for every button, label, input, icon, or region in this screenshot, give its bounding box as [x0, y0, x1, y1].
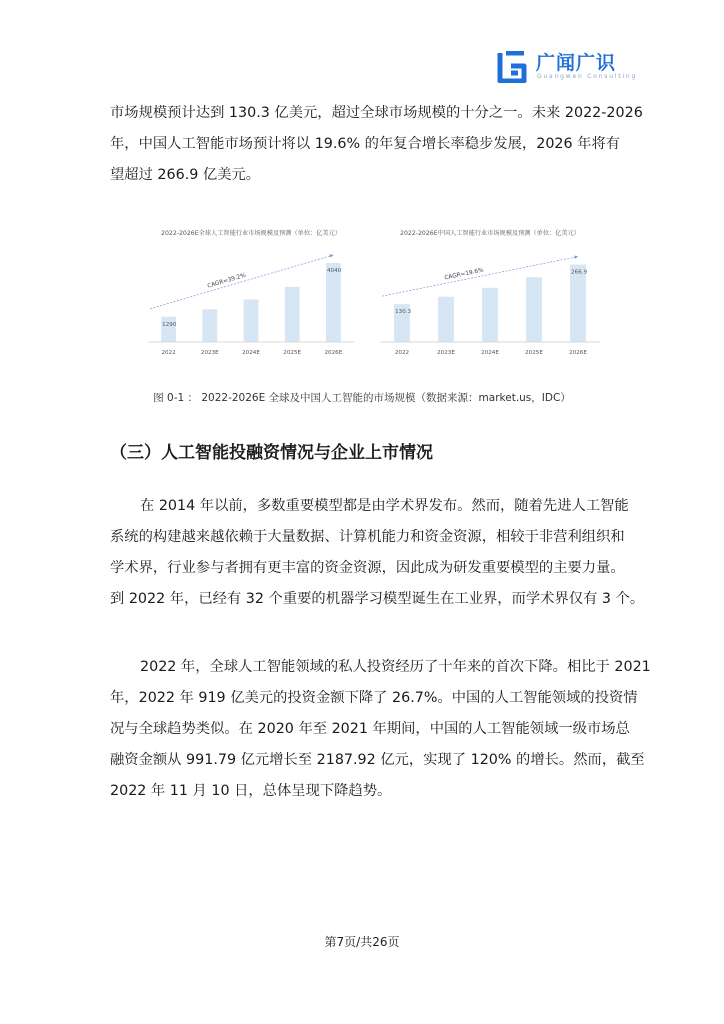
paragraph-line: 况与全球趋势类似。在 2020 年至 2021 年期间，中国的人工智能领域一级市场总: [110, 721, 630, 737]
chart-data-label: 130.3: [395, 309, 412, 316]
chart-x-tick-label: 2025E: [283, 350, 302, 356]
chart-bar: [526, 277, 542, 342]
chart-x-tick-label: 2026E: [324, 350, 343, 356]
chart-data-label: 4040: [326, 267, 342, 274]
chart-bar: [202, 309, 217, 342]
chart-x-tick-label: 2023E: [200, 350, 219, 356]
chart-x-tick-label: 2022: [394, 350, 410, 356]
logo-text-cn: 广闻广识: [536, 52, 617, 74]
chart-bar: [244, 299, 259, 342]
logo-text-en: Guangwen Consulting: [537, 73, 638, 80]
chart-cagr-arrowhead: [574, 256, 578, 259]
chart-x-tick-label: 2024E: [481, 350, 499, 356]
chart-bar: [161, 317, 176, 342]
chart-bar: [438, 297, 454, 342]
intro-line: 年，中国人工智能市场预计将以 19.6% 的年复合增长率稳步发展，2026 年将有: [110, 136, 621, 152]
chart-data-label: 1290: [162, 321, 177, 328]
paragraph-line: 到 2022 年，已经有 32 个重要的机器学习模型诞生在工业界，而学术界仅有 3 个。: [110, 591, 645, 607]
chart-cagr-arrow: [382, 257, 578, 297]
logo-icon: [496, 51, 528, 83]
chart-x-tick-label: 2023E: [437, 350, 455, 356]
chart-bar: [570, 265, 586, 342]
paragraph-line: 年，2022 年 919 亿美元的投资金额下降了 26.7%。中国的人工智能领域的投资情: [110, 690, 638, 706]
chart-x-tick-label: 2022: [161, 350, 176, 356]
paragraph-line: 学术界，行业参与者拥有更丰富的资金资源，因此成为研发重要模型的主要力量。: [110, 560, 625, 576]
company-logo: [496, 47, 638, 87]
paragraph-line: 系统的构建越来越依赖于大量数据、计算机能力和资金资源，相较于非营利组织和: [110, 529, 625, 545]
chart-bar: [285, 287, 300, 342]
intro-paragraph: [110, 98, 643, 191]
section-heading: （三）人工智能投融资情况与企业上市情况: [110, 443, 433, 463]
chart-x-tick-label: 2025E: [525, 350, 543, 356]
paragraph-line: 融资金额从 991.79 亿元增长至 2187.92 亿元，实现了 120% 的增长。然而，截至: [110, 752, 645, 768]
chart-title: 2022-2026E中国人工智能行业市场规模及预测（单位：亿美元）: [400, 230, 580, 237]
chart-bar: [482, 288, 498, 342]
paragraph-investment-history: [110, 491, 645, 615]
chart-title: 2022-2026E全球人工智能行业市场规模及预测（单位：亿美元）: [161, 230, 341, 237]
chart-cagr-arrow: [150, 255, 333, 309]
intro-line: 市场规模预计达到 130.3 亿美元，超过全球市场规模的十分之一。未来 2022-2026: [110, 105, 643, 121]
chart-cagr-label: CAGR=39.2%: [206, 272, 247, 290]
intro-line: 望超过 266.9 亿美元。: [110, 167, 261, 183]
chart-x-tick-label: 2024E: [242, 350, 260, 356]
figure-caption: 图 0-1 ： 2022-2026E 全球及中国人工智能的市场规模（数据来源：market.us，IDC）: [153, 392, 571, 404]
page-number: 第7页/共26页: [324, 935, 400, 949]
paragraph-line: 2022 年 11 月 10 日，总体呈现下降趋势。: [110, 783, 392, 799]
china-ai-market-chart: [372, 222, 608, 364]
global-ai-market-chart: [140, 222, 362, 364]
chart-cagr-label: CAGR=19.6%: [444, 267, 485, 282]
chart-x-tick-label: 2026E: [569, 350, 587, 356]
chart-data-label: 266.9: [571, 269, 588, 276]
paragraph-line: 2022 年，全球人工智能领域的私人投资经历了十年来的首次下降。相比于 2021: [140, 659, 651, 675]
chart-bar: [326, 263, 341, 342]
paragraph-investment-trend: [110, 652, 651, 807]
paragraph-line: 在 2014 年以前，多数重要模型都是由学术界发布。然而，随着先进人工智能: [140, 498, 629, 514]
